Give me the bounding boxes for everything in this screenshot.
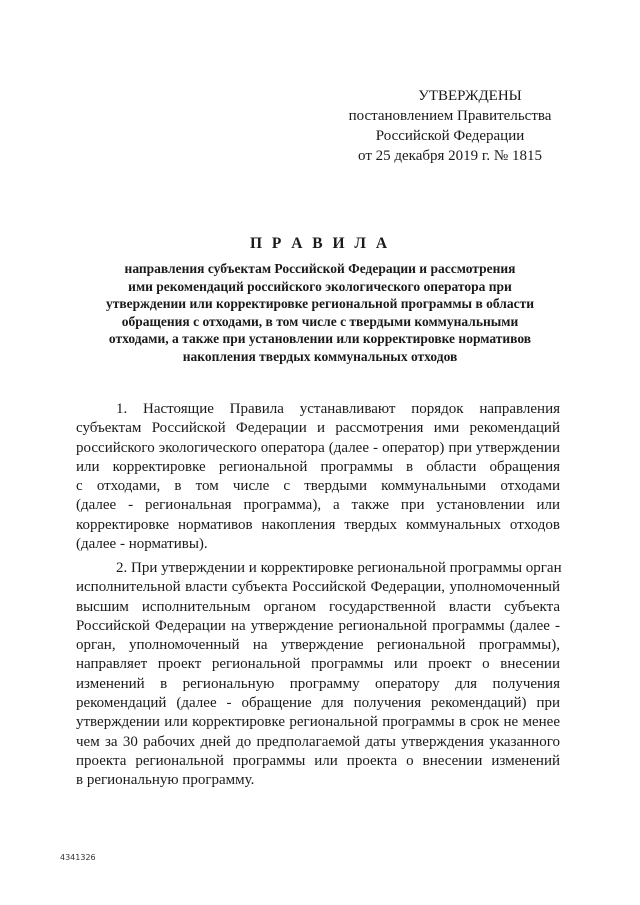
paragraph-line: направляет проект региональной программы или проект о внесении [76,656,560,673]
approval-block [330,86,570,166]
paragraph-2 [76,559,560,791]
subtitle-line: направления субъектам Российской Федерации и рассмотрения [124,261,516,276]
document-title: П Р А В И Л А [249,235,391,252]
paragraph-line: в региональную программу. [76,772,255,789]
subtitle-line: обращения с отходами, в том числе с твердыми коммунальными [121,313,519,329]
paragraph-line: российского экологического оператора (далее - оператор) при утверждении [76,439,560,456]
paragraph-line: проекта региональной программы или проекта о внесении изменений [76,752,560,769]
paragraph-line: высшим исполнительным органом государственной власти субъекта [76,598,560,615]
subtitle-line: утверждении или корректировке региональной программы в области [105,296,535,311]
document-number: 4341326 [60,853,96,862]
paragraph-line: 1. Настоящие Правила устанавливают порядок направления [116,401,560,417]
subtitle-line: отходами, а также при установлении или корректировке нормативов [108,331,532,346]
paragraph-line: 2. При утверждении и корректировке региональной программы орган [116,560,562,576]
paragraph-line: изменений в региональную программу оператору для получения [76,675,560,692]
paragraph-line: чем за 30 рабочих дней до предполагаемой даты утверждения указанного [76,733,560,750]
paragraph-1 [76,400,560,554]
paragraph-line: орган, уполномоченный на утверждение региональной программы), [76,637,560,654]
paragraph-line: с отходами, в том числе с твердыми коммунальными отходами [76,478,560,495]
paragraph-line: (далее - региональная программа), а также при установлении или [76,497,560,514]
approval-line-2: Российской Федерации [375,128,525,144]
paragraph-line: рекомендаций (далее - обращение для получения рекомендаций) при [76,695,560,712]
paragraph-line: корректировке нормативов накопления твердых коммунальных отходов [76,516,560,533]
paragraph-line: (далее - нормативы). [76,536,208,553]
paragraph-line: субъектам Российской Федерации и рассмотрения ими рекомендаций [76,420,560,437]
paragraph-line: или корректировке региональной программы в области обращения [76,458,560,475]
document-subtitle [70,260,570,365]
paragraph-line: Российской Федерации на утверждение региональной программы (далее - [76,617,560,634]
approval-line-1: постановлением Правительства [348,108,552,124]
subtitle-line: накопления твердых коммунальных отходов [182,348,458,364]
approval-line-3: от 25 декабря 2019 г. № 1815 [358,148,542,164]
paragraph-line: утверждении или корректировке региональной программы в срок не менее [76,714,560,731]
subtitle-line: ими рекомендаций российского экологического оператора при [128,278,512,294]
paragraph-line: исполнительной власти субъекта Российской Федерации, уполномоченный [76,579,560,596]
approval-title: УТВЕРЖДЕНЫ [418,88,522,104]
